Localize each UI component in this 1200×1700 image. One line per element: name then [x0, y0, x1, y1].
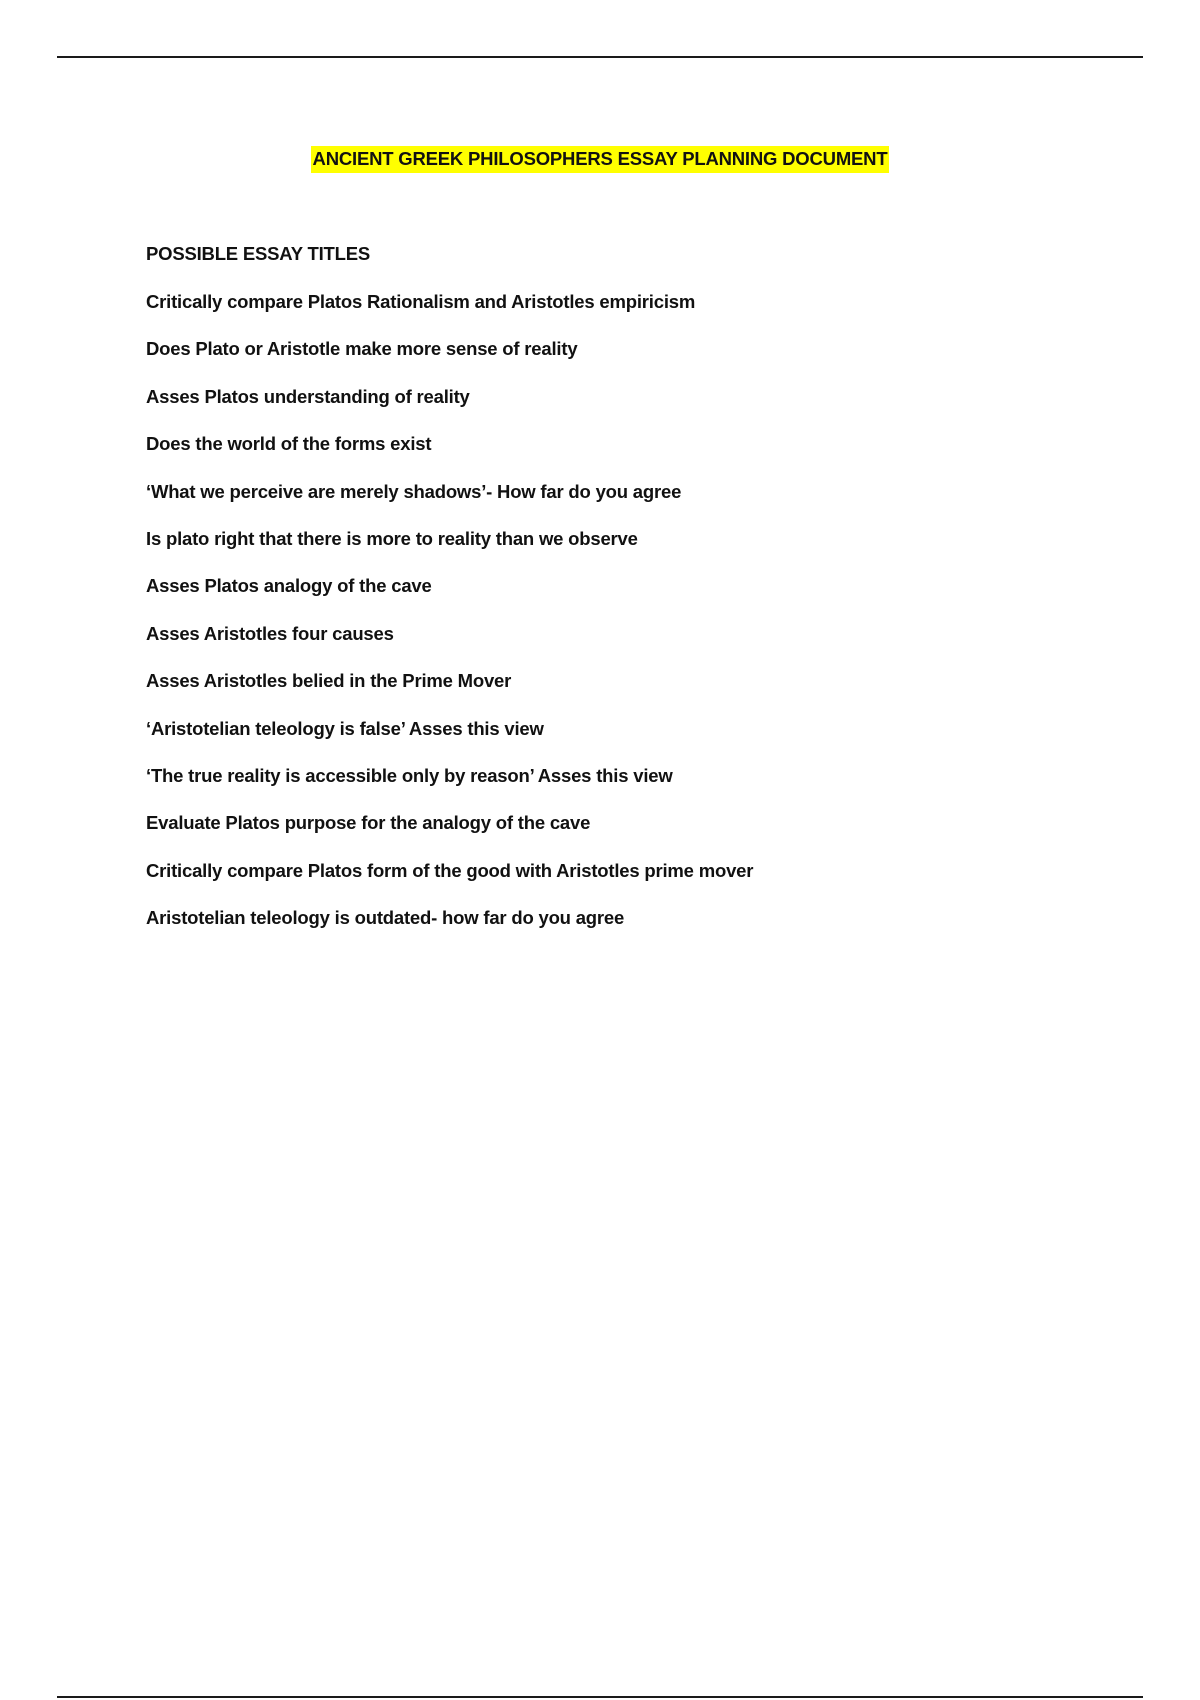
- essay-title-item: Critically compare Platos form of the good with Aristotles prime mover: [146, 859, 754, 881]
- essay-title-item: Aristotelian teleology is outdated- how far do you agree: [146, 907, 625, 929]
- essay-title-item: Asses Platos understanding of reality: [146, 385, 470, 407]
- section-heading: POSSIBLE ESSAY TITLES: [146, 243, 371, 264]
- title-container: [0, 146, 1200, 173]
- essay-title-item: Critically compare Platos Rationalism and Aristotles empiricism: [146, 291, 696, 312]
- essay-title-item: ‘What we perceive are merely shadows’- How far do you agree: [146, 480, 682, 502]
- header-rule: [57, 56, 1143, 58]
- essay-title-item: Does the world of the forms exist: [146, 433, 432, 455]
- essay-title-item: ‘Aristotelian teleology is false’ Asses this view: [146, 717, 544, 739]
- essay-title-item: Does Plato or Aristotle make more sense of reality: [146, 338, 578, 360]
- essay-title-item: Asses Aristotles belied in the Prime Mover: [146, 670, 512, 692]
- footer-rule: [57, 1696, 1143, 1698]
- essay-title-item: Asses Platos analogy of the cave: [146, 575, 432, 597]
- essay-title-item: ‘The true reality is accessible only by reason’ Asses this view: [146, 764, 673, 786]
- essay-title-item: Evaluate Platos purpose for the analogy of the cave: [146, 812, 591, 834]
- essay-title-item: Is plato right that there is more to reality than we observe: [146, 527, 638, 549]
- essay-title-list: [146, 290, 753, 953]
- document-title: ANCIENT GREEK PHILOSOPHERS ESSAY PLANNING DOCUMENT: [311, 146, 890, 173]
- essay-title-item: Asses Aristotles four causes: [146, 622, 394, 644]
